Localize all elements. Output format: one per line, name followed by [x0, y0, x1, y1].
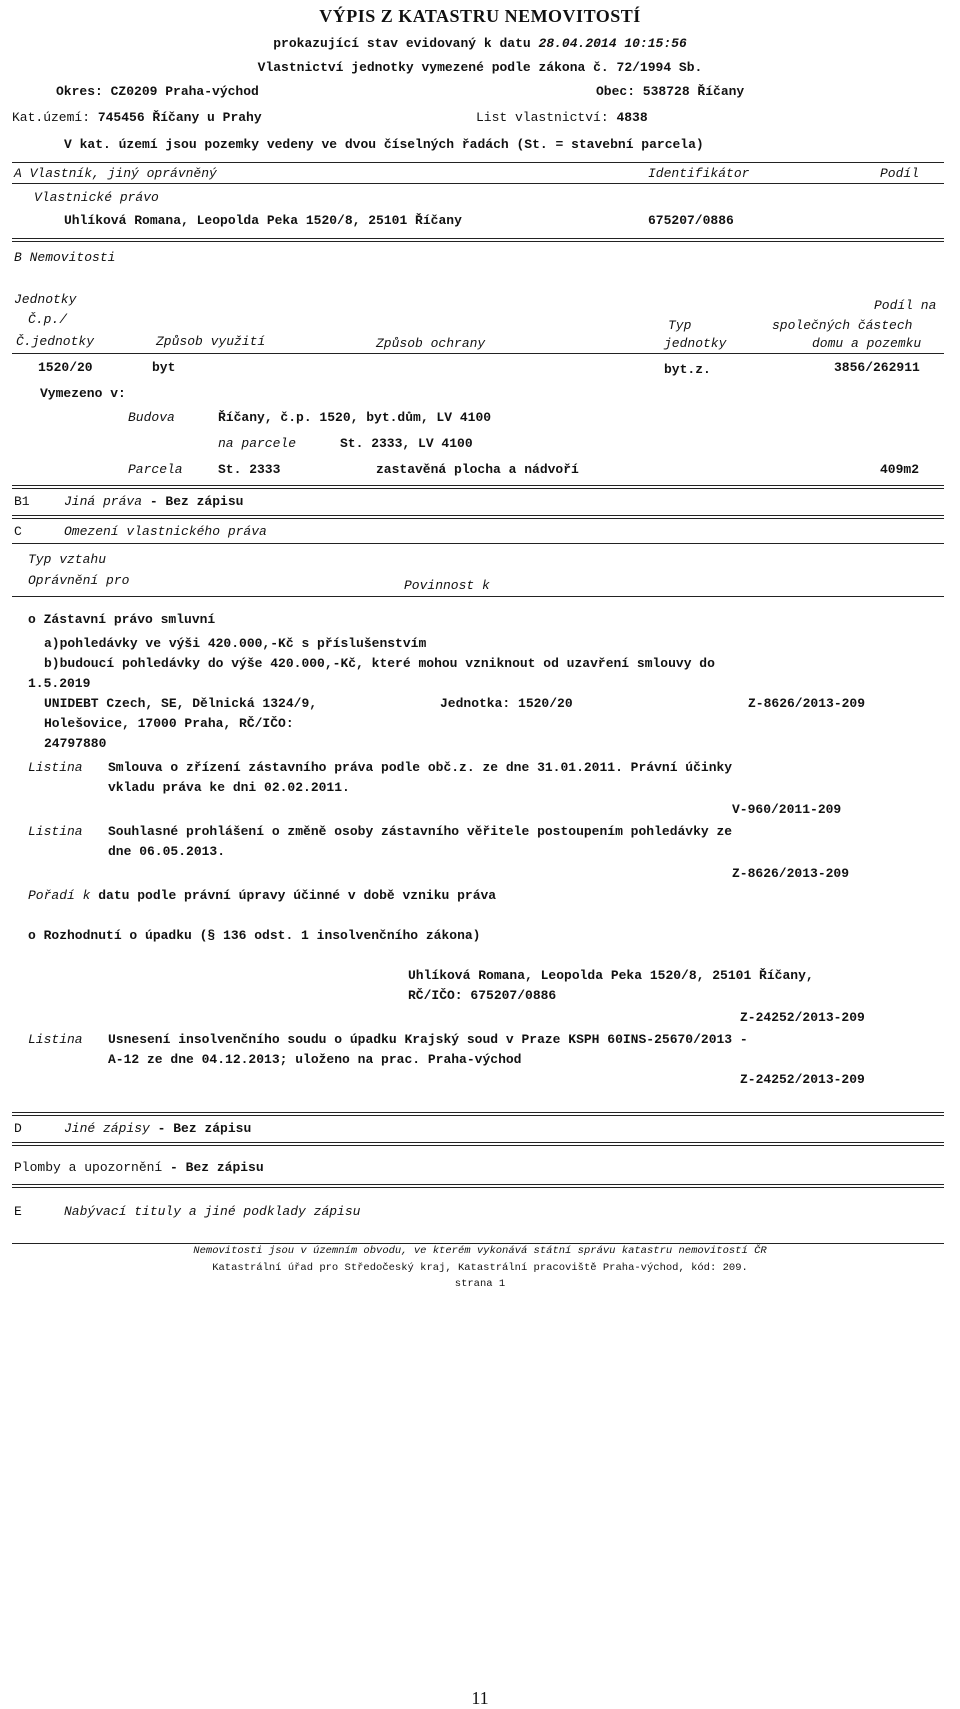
document-title: VÝPIS Z KATASTRU NEMOVITOSTÍ	[319, 6, 641, 26]
divider	[12, 518, 944, 519]
divider	[12, 353, 944, 354]
identifier-header: Identifikátor	[648, 166, 750, 181]
share-header: Podíl	[880, 166, 920, 181]
section-b1-label: Jiná práva	[64, 494, 143, 509]
unit-share: 3856/262911	[834, 360, 920, 375]
entry2-doc-line2: A-12 ze dne 04.12.2013; uloženo na prac. Praha-východ	[108, 1052, 522, 1067]
footer-line-2: Katastrální úřad pro Středočeský kraj, Katastrální pracoviště Praha-východ, kód: 209.	[212, 1262, 748, 1274]
section-d-label: Jiné zápisy	[64, 1121, 150, 1136]
entry2-doc-ref: Z-24252/2013-209	[740, 1072, 865, 1087]
section-e-label: Nabývací tituly a jiné podklady zápisu	[64, 1204, 361, 1219]
on-parcel-value: St. 2333, LV 4100	[340, 436, 473, 451]
footer-divider	[12, 1243, 944, 1244]
entry1-doc2-label: Listina	[28, 824, 83, 839]
seals-label: Plomby a upozornění	[14, 1160, 163, 1175]
seals	[14, 1160, 264, 1176]
section-b1	[64, 494, 243, 510]
entry1-creditor-2: Holešovice, 17000 Praha, RČ/IČO:	[44, 716, 294, 731]
col-share-2: společných částech	[772, 318, 913, 333]
ownership-sheet	[476, 110, 648, 126]
entry1-item-b-date: 1.5.2019	[28, 676, 91, 691]
entry1-doc1-line2: vkladu práva ke dni 02.02.2011.	[108, 780, 350, 795]
entry1-item-a: a)pohledávky ve výši 420.000,-Kč s příslušenstvím	[44, 636, 427, 651]
order-value: datu podle právní úpravy účinné v době vzniku práva	[98, 888, 497, 903]
entry2-title: o Rozhodnutí o úpadku (§ 136 odst. 1 insolvenčního zákona)	[28, 928, 481, 943]
section-b1-code: B1	[14, 494, 30, 509]
building-value: Říčany, č.p. 1520, byt.dům, LV 4100	[218, 410, 492, 425]
section-e-code: E	[14, 1204, 22, 1219]
owner-name: Uhlíková Romana, Leopolda Peka 1520/8, 25101 Říčany	[64, 213, 462, 228]
section-c-label: Omezení vlastnického práva	[64, 524, 267, 539]
divider	[12, 485, 944, 486]
section-d-code: D	[14, 1121, 22, 1136]
entry1-creditor-1: UNIDEBT Czech, SE, Dělnická 1324/9,	[44, 696, 318, 711]
entry1-ref: Z-8626/2013-209	[748, 696, 866, 711]
document-subtitle	[0, 36, 960, 52]
divider	[12, 1115, 944, 1116]
cadastral-area-label: Kat.území:	[12, 110, 91, 125]
cadastral-area	[12, 110, 262, 126]
entry1-unit: Jednotka: 1520/20	[440, 696, 573, 711]
entry1-doc2-line2: dne 06.05.2013.	[108, 844, 226, 859]
col-type-1: Typ	[668, 318, 692, 333]
entry1-doc1-line1: Smlouva o zřízení zástavního práva podle obč.z. ze dne 31.01.2011. Právní účinky	[108, 760, 733, 775]
defined-in-label: Vymezeno v:	[40, 386, 126, 401]
subtitle-date: 28.04.2014 10:15:56	[538, 36, 687, 51]
footer-page-label: strana 1	[454, 1278, 506, 1290]
unit-type: byt.z.	[664, 362, 711, 377]
col-cp: Č.p./	[28, 312, 68, 327]
footer-line-1: Nemovitosti jsou v územním obvodu, ve kterém vykonává státní správu katastru nemovitostí ČR	[193, 1245, 767, 1257]
parcel-type: zastavěná plocha a nádvoří	[376, 462, 579, 477]
divider	[12, 543, 944, 544]
col-entitled: Oprávnění pro	[28, 573, 130, 588]
parcel-area: 409m2	[880, 462, 920, 477]
entry1-item-b: b)budoucí pohledávky do výše 420.000,-Kč, které mohou vzniknout od uzavření smlouvy do	[44, 656, 715, 671]
subtitle-prefix: prokazující stav evidovaný k datu	[273, 36, 531, 51]
entry1-doc2-line1: Souhlasné prohlášení o změně osoby zástavního věřitele postoupením pohledávky ze	[108, 824, 733, 839]
col-unit: Č.jednotky	[16, 334, 95, 349]
section-b-label: B Nemovitosti	[14, 250, 116, 265]
divider	[12, 241, 944, 242]
unit-number: 1520/20	[38, 360, 93, 375]
unit-use: byt	[152, 360, 176, 375]
entry1-order	[28, 888, 496, 904]
entry1-doc1-ref: V-960/2011-209	[732, 802, 842, 817]
parcel-value: St. 2333	[218, 462, 281, 477]
section-c-code: C	[14, 524, 22, 539]
parcel-label: Parcela	[128, 462, 183, 477]
entry1-doc1-label: Listina	[28, 760, 83, 775]
col-use: Způsob využití	[156, 334, 266, 349]
entry2-doc-line1: Usnesení insolvenčního soudu o úpadku Krajský soud v Praze KSPH 60INS-25670/2013 -	[108, 1032, 748, 1047]
divider	[12, 183, 944, 184]
divider	[12, 596, 944, 597]
col-protection: Způsob ochrany	[376, 336, 486, 351]
units-label: Jednotky	[14, 292, 77, 307]
section-a-label: A Vlastník, jiný oprávněný	[14, 166, 217, 181]
owner-identifier: 675207/0886	[648, 213, 734, 228]
entry1-doc2-ref: Z-8626/2013-209	[732, 866, 850, 881]
divider	[12, 238, 944, 239]
divider	[12, 1184, 944, 1185]
order-label: Pořadí k	[28, 888, 91, 903]
entry2-doc-label: Listina	[28, 1032, 83, 1047]
entry2-party-2: RČ/IČO: 675207/0886	[408, 988, 557, 1003]
units-law-line: Vlastnictví jednotky vymezené podle zákona č. 72/1994 Sb.	[257, 60, 703, 75]
divider	[12, 488, 944, 489]
page-number: 11	[471, 1688, 489, 1708]
building-label: Budova	[128, 410, 175, 425]
ownership-sheet-label: List vlastnictví:	[476, 110, 609, 125]
parcel-numbering-note: V kat. území jsou pozemky vedeny ve dvou číselných řadách (St. = stavební parcela)	[64, 137, 704, 152]
divider	[12, 1187, 944, 1188]
entry1-title: o Zástavní právo smluvní	[28, 612, 216, 627]
seals-value: - Bez zápisu	[170, 1160, 264, 1175]
right-type: Vlastnické právo	[34, 190, 159, 205]
entry1-creditor-3: 24797880	[44, 736, 107, 751]
ownership-sheet-value: 4838	[616, 110, 648, 125]
col-share-3: domu a pozemku	[812, 336, 922, 351]
col-type-2: jednotky	[664, 336, 727, 351]
section-d	[64, 1121, 251, 1137]
col-share-1: Podíl na	[874, 298, 937, 313]
entry2-party-1: Uhlíková Romana, Leopolda Peka 1520/8, 25101 Říčany,	[408, 968, 814, 983]
divider	[12, 162, 944, 163]
obec: Obec: 538728 Říčany	[596, 84, 745, 99]
on-parcel-label: na parcele	[218, 436, 297, 451]
entry2-ref: Z-24252/2013-209	[740, 1010, 865, 1025]
okres: Okres: CZ0209 Praha-východ	[56, 84, 259, 99]
divider	[12, 515, 944, 516]
divider	[12, 1145, 944, 1146]
divider	[12, 1142, 944, 1143]
section-b1-value: - Bez zápisu	[149, 494, 244, 509]
col-relation-type: Typ vztahu	[28, 552, 107, 567]
cadastral-area-value: 745456 Říčany u Prahy	[97, 110, 262, 125]
section-d-value: - Bez zápisu	[157, 1121, 252, 1136]
divider	[12, 1112, 944, 1113]
col-obligation: Povinnost k	[404, 578, 490, 593]
